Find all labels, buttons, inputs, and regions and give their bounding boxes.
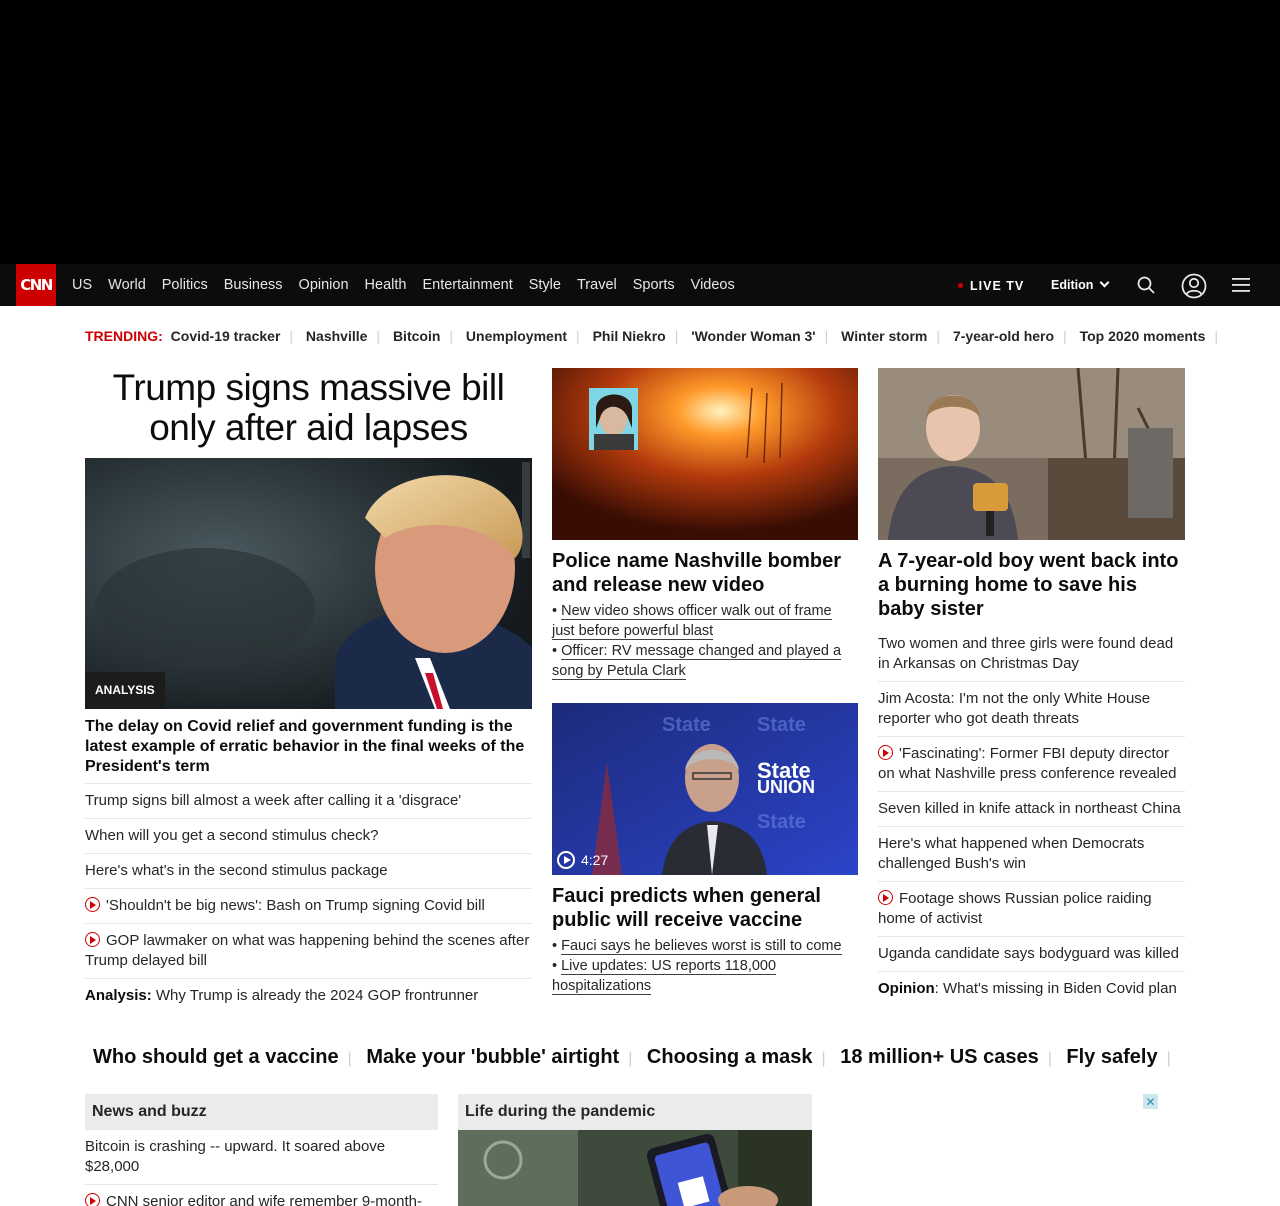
nav-link-entertainment[interactable]: Entertainment: [422, 277, 513, 293]
trending-item[interactable]: Covid-19 tracker: [170, 328, 281, 344]
list-item[interactable]: • Fauci says he believes worst is still to come: [552, 938, 842, 954]
edition-label: Edition: [1051, 278, 1094, 292]
bullet-link: New video shows officer walk out of frame just before powerful blast: [552, 603, 832, 639]
list-item[interactable]: [878, 936, 1185, 971]
nav-link-business[interactable]: Business: [223, 277, 283, 293]
trending-item[interactable]: Phil Niekro: [592, 328, 666, 344]
link-text: When will you get a second stimulus check?: [85, 827, 379, 844]
fauci-photo: [552, 703, 858, 875]
play-icon: [557, 851, 575, 869]
list-item[interactable]: [878, 881, 1185, 936]
chevron-down-icon: [1100, 278, 1110, 288]
list-item[interactable]: [85, 923, 532, 978]
list-item[interactable]: [85, 853, 532, 888]
list-item[interactable]: [878, 826, 1185, 881]
analysis-badge: ANALYSIS: [85, 672, 165, 709]
link-text: Seven killed in knife attack in northeast China: [878, 800, 1181, 817]
covid-topics-strip: [93, 1046, 1180, 1069]
section-title[interactable]: News and buzz: [85, 1094, 438, 1130]
topic-separator: |: [821, 1050, 826, 1067]
trending-separator: |: [449, 328, 454, 344]
topic-link[interactable]: Who should get a vaccine: [93, 1046, 339, 1068]
nav-link-travel[interactable]: Travel: [576, 277, 617, 293]
link-text: 'Fascinating': Former FBI deputy director on what Nashville press conference revealed: [878, 745, 1177, 782]
topic-separator: |: [1047, 1050, 1052, 1067]
life-during-pandemic-section: [458, 1094, 812, 1206]
fauci-bullets: [552, 936, 858, 996]
video-duration: [557, 851, 608, 869]
trending-item[interactable]: Top 2020 moments: [1079, 328, 1206, 344]
lead-headline[interactable]: Trump signs massive bill only after aid lapses: [112, 367, 505, 448]
list-item[interactable]: [878, 627, 1185, 681]
nav-link-style[interactable]: Style: [528, 277, 561, 293]
photo-credit: [522, 462, 530, 558]
link-text: : What's missing in Biden Covid plan: [934, 980, 1177, 997]
right-column: [878, 368, 1185, 1006]
bullet-link: Fauci says he believes worst is still to come: [561, 938, 842, 954]
trending-item[interactable]: 'Wonder Woman 3': [691, 328, 816, 344]
nav-link-world[interactable]: World: [108, 277, 146, 293]
list-item[interactable]: • Live updates: US reports 118,000 hospitalizations: [552, 958, 777, 994]
live-tv-link[interactable]: [958, 279, 1024, 293]
fauci-headline[interactable]: Fauci predicts when general public will receive vaccine: [552, 885, 821, 931]
list-item[interactable]: [85, 783, 532, 818]
link-text: Here's what's in the second stimulus package: [85, 862, 388, 879]
svg-text:State: State: [662, 714, 711, 736]
nav-link-opinion[interactable]: Opinion: [298, 277, 349, 293]
nav-link-health[interactable]: Health: [364, 277, 407, 293]
trending-item[interactable]: Winter storm: [841, 328, 928, 344]
trending-item[interactable]: Bitcoin: [392, 328, 441, 344]
lead-summary[interactable]: The delay on Covid relief and government funding is the latest example of erratic behavior in the final weeks of the President's term: [85, 718, 525, 775]
lead-story-column: [85, 368, 532, 1013]
link-prefix: Analysis:: [85, 987, 152, 1004]
trending-separator: |: [576, 328, 580, 344]
trending-separator: |: [289, 328, 294, 344]
svg-text:State: State: [757, 758, 811, 783]
bullet-link: Officer: RV message changed and played a song by Petula Clark: [552, 643, 842, 679]
list-item[interactable]: [878, 736, 1185, 791]
link-text: Why Trump is already the 2024 GOP frontrunner: [151, 987, 479, 1004]
link-text: 'Shouldn't be big news': Bash on Trump signing Covid bill: [106, 897, 485, 914]
link-text: Footage shows Russian police raiding home of activist: [878, 890, 1152, 927]
nav-link-sports[interactable]: Sports: [632, 277, 675, 293]
boy-story-image[interactable]: [878, 368, 1185, 540]
nashville-bullets: [552, 601, 858, 681]
nashville-headline[interactable]: Police name Nashville bomber and release new video: [552, 550, 841, 596]
link-text: Bitcoin is crashing -- upward. It soared above $28,000: [85, 1138, 386, 1175]
fauci-video-thumbnail[interactable]: [552, 703, 858, 875]
close-ad-icon[interactable]: ✕: [1143, 1094, 1158, 1109]
list-item[interactable]: • Officer: RV message changed and played a song by Petula Clark: [552, 643, 842, 679]
list-item[interactable]: [85, 1185, 438, 1206]
trending-item[interactable]: Nashville: [305, 328, 368, 344]
link-text: Uganda candidate says bodyguard was killed: [878, 945, 1180, 962]
pandemic-story-image[interactable]: [458, 1130, 812, 1206]
link-text: Here's what happened when Democrats challenged Bush's win: [878, 835, 1145, 872]
list-item[interactable]: [85, 888, 532, 923]
topic-separator: |: [347, 1050, 352, 1067]
list-item[interactable]: [85, 978, 532, 1013]
explosion-photo: [552, 368, 858, 540]
link-text: Trump signs bill almost a week after calling it a 'disgrace': [85, 792, 462, 809]
play-video-icon: [878, 745, 893, 760]
link-text: Jim Acosta: I'm not the only White House reporter who got death threats: [878, 690, 1151, 727]
bullet-link: Live updates: US reports 118,000 hospitalizations: [552, 958, 777, 994]
topic-separator: |: [1166, 1050, 1171, 1067]
boy-photo: [878, 368, 1185, 540]
play-video-icon: [85, 897, 100, 912]
middle-column: [552, 368, 858, 996]
play-video-icon: [878, 890, 893, 905]
play-video-icon: [85, 932, 100, 947]
news-and-buzz-section: [85, 1094, 438, 1206]
trending-separator: |: [674, 328, 679, 344]
trending-separator: |: [1214, 328, 1218, 344]
lead-related-links: [85, 783, 532, 1013]
duration-text: 4:27: [581, 852, 609, 868]
trending-separator: |: [824, 328, 829, 344]
right-related-links: [878, 627, 1185, 1006]
nav-link-politics[interactable]: Politics: [161, 277, 208, 293]
list-item[interactable]: • New video shows officer walk out of frame just before powerful blast: [552, 603, 832, 639]
trending-separator: |: [936, 328, 941, 344]
play-video-icon: [85, 1193, 100, 1206]
link-text: Two women and three girls were found dead in Arkansas on Christmas Day: [878, 635, 1174, 672]
link-prefix: Opinion: [878, 980, 935, 997]
edition-dropdown[interactable]: [1051, 278, 1108, 292]
topic-link[interactable]: Choosing a mask: [646, 1046, 813, 1068]
list-item[interactable]: [85, 818, 532, 853]
svg-text:State: State: [757, 714, 806, 736]
trending-bar: [85, 328, 1227, 344]
hamburger-menu-icon[interactable]: [1232, 277, 1250, 293]
link-text: GOP lawmaker on what was happening behind the scenes after Trump delayed bill: [85, 932, 530, 969]
boy-headline[interactable]: A 7-year-old boy went back into a burning home to save his baby sister: [878, 550, 1179, 620]
trending-separator: |: [1063, 328, 1067, 344]
phone-photo: [458, 1130, 812, 1206]
lead-story-image[interactable]: [85, 458, 532, 709]
svg-text:UNION: UNION: [757, 777, 815, 797]
nav-link-us[interactable]: US: [72, 277, 93, 293]
list-item[interactable]: [878, 971, 1185, 1006]
cnn-logo[interactable]: CNN: [16, 264, 56, 306]
live-dot-icon: [958, 283, 963, 288]
nav-link-videos[interactable]: Videos: [690, 277, 735, 293]
live-tv-label: LIVE TV: [970, 279, 1025, 293]
section-title[interactable]: Life during the pandemic: [458, 1094, 812, 1130]
topic-link[interactable]: Make your 'bubble' airtight: [366, 1046, 620, 1068]
nav-links: [64, 264, 743, 306]
topic-link[interactable]: Fly safely: [1066, 1046, 1158, 1068]
trending-label: TRENDING:: [85, 328, 163, 344]
nashville-story-image[interactable]: [552, 368, 858, 540]
top-ad-banner: [0, 0, 1280, 264]
top-navigation-bar: [0, 264, 1280, 306]
trending-item[interactable]: Unemployment: [465, 328, 568, 344]
svg-text:State: State: [757, 811, 806, 833]
search-icon[interactable]: [1137, 276, 1155, 294]
topic-separator: |: [628, 1050, 633, 1067]
trending-separator: |: [376, 328, 381, 344]
link-text: CNN senior editor and wife remember 9-month-: [106, 1193, 422, 1206]
list-item[interactable]: [878, 791, 1185, 826]
topic-link[interactable]: 18 million+ US cases: [840, 1046, 1039, 1068]
list-item[interactable]: [878, 681, 1185, 736]
list-item[interactable]: [85, 1130, 438, 1185]
trending-item[interactable]: 7-year-old hero: [952, 328, 1055, 344]
user-account-icon[interactable]: [1181, 273, 1207, 299]
